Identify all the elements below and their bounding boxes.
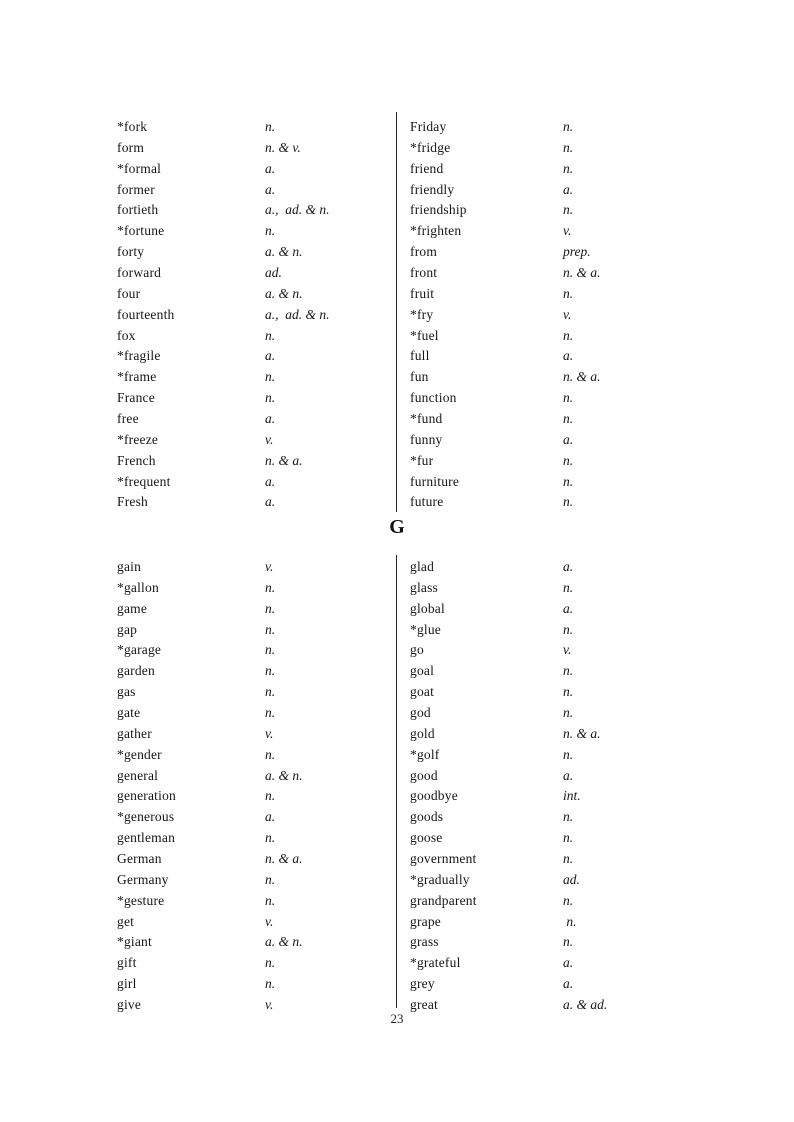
part-of-speech-text: n.: [563, 285, 574, 301]
word-entry-row: [0, 828, 397, 849]
word-entry-row: [0, 870, 397, 891]
word-entry-row: [0, 200, 397, 221]
part-of-speech-text: n.: [563, 473, 574, 489]
word-entry-row: [397, 661, 794, 682]
word-text: *generous: [117, 809, 175, 825]
part-of-speech-text: a.: [265, 809, 276, 825]
word-entry-row: [0, 807, 397, 828]
word-text: future: [410, 494, 444, 510]
part-of-speech-text: n.: [265, 327, 276, 343]
word-entry-row: [0, 578, 397, 599]
word-entry-row: [0, 409, 397, 430]
word-text: front: [410, 265, 438, 281]
part-of-speech-text: a.: [563, 767, 574, 783]
word-text: *fortune: [117, 223, 165, 239]
word-text: gap: [117, 621, 138, 637]
part-of-speech-text: a.: [563, 348, 574, 364]
part-of-speech-text: v.: [265, 913, 274, 929]
word-entry-row: [0, 451, 397, 472]
word-entry-row: [0, 745, 397, 766]
part-of-speech-text: a.: [265, 181, 276, 197]
part-of-speech-text: n.: [265, 830, 276, 846]
section-g-heading: G: [389, 516, 405, 538]
word-entry-row: [397, 599, 794, 620]
word-entry-row: [0, 430, 397, 451]
word-text: fruit: [410, 285, 435, 301]
word-text: fun: [410, 369, 429, 385]
word-text: form: [117, 139, 145, 155]
word-entry-row: [0, 221, 397, 242]
part-of-speech-text: n. & v.: [265, 139, 301, 155]
word-text: gas: [117, 684, 136, 700]
part-of-speech-text: a. & ad.: [563, 997, 608, 1013]
word-text: four: [117, 285, 141, 301]
word-text: *frighten: [410, 223, 462, 239]
word-entry-row: [0, 263, 397, 284]
part-of-speech-text: n.: [265, 976, 276, 992]
part-of-speech-text: n.: [265, 369, 276, 385]
word-text: Fresh: [117, 494, 148, 510]
word-entry-row: [397, 346, 794, 367]
word-entry-row: [0, 932, 397, 953]
word-entry-row: [0, 912, 397, 933]
word-entry-row: [397, 953, 794, 974]
word-entry-row: [0, 724, 397, 745]
word-entry-row: [397, 912, 794, 933]
part-of-speech-text: n.: [563, 327, 574, 343]
word-entry-row: [0, 974, 397, 995]
part-of-speech-text: a., ad. & n.: [265, 202, 330, 218]
part-of-speech-text: n. & a.: [265, 452, 303, 468]
word-entry-row: [0, 180, 397, 201]
part-of-speech-text: a.: [563, 955, 574, 971]
word-text: full: [410, 348, 430, 364]
word-entry-row: [397, 430, 794, 451]
part-of-speech-text: n.: [563, 809, 574, 825]
part-of-speech-text: n.: [265, 579, 276, 595]
word-text: gentleman: [117, 830, 176, 846]
word-entry-row: [397, 724, 794, 745]
part-of-speech-text: a.: [563, 431, 574, 447]
word-entry-row: [397, 305, 794, 326]
word-text: furniture: [410, 473, 460, 489]
word-entry-row: [0, 682, 397, 703]
word-entry-row: [0, 326, 397, 347]
word-text: gain: [117, 559, 142, 574]
word-text: *gradually: [410, 871, 470, 887]
word-text: garden: [117, 663, 155, 679]
part-of-speech-text: v.: [265, 997, 274, 1013]
word-entry-row: [397, 640, 794, 661]
word-text: funny: [410, 431, 443, 447]
word-text: *grateful: [410, 955, 461, 971]
word-text: *fuel: [410, 327, 439, 343]
word-entry-row: [0, 786, 397, 807]
word-entry-row: [397, 242, 794, 263]
word-entry-row: [397, 326, 794, 347]
part-of-speech-text: v.: [265, 725, 274, 741]
word-text: *fork: [117, 119, 148, 134]
part-of-speech-text: n.: [265, 955, 276, 971]
part-of-speech-text: a.: [563, 559, 574, 574]
word-text: government: [410, 851, 477, 867]
word-entry-row: [397, 620, 794, 641]
word-text: go: [410, 642, 424, 658]
word-text: glass: [410, 579, 438, 595]
word-text: fortieth: [117, 202, 159, 218]
word-entry-row: [397, 578, 794, 599]
word-entry-row: [0, 242, 397, 263]
part-of-speech-text: n.: [265, 746, 276, 762]
word-entry-row: [397, 263, 794, 284]
word-text: goods: [410, 809, 444, 825]
word-text: *gallon: [117, 579, 159, 595]
word-text: gate: [117, 705, 141, 721]
part-of-speech-text: n.: [265, 119, 276, 134]
part-of-speech-text: n.: [563, 579, 574, 595]
word-text: goose: [410, 830, 443, 846]
part-of-speech-text: a.: [563, 600, 574, 616]
word-text: goat: [410, 684, 435, 700]
word-entry-row: [0, 766, 397, 787]
word-entry-row: [0, 284, 397, 305]
word-text: grandparent: [410, 892, 477, 908]
word-text: *frame: [117, 369, 157, 385]
word-text: great: [410, 997, 438, 1013]
word-entry-row: [397, 849, 794, 870]
word-text: *frequent: [117, 473, 171, 489]
part-of-speech-text: n.: [563, 621, 574, 637]
word-text: gold: [410, 725, 435, 741]
part-of-speech-text: n.: [265, 871, 276, 887]
word-text: *golf: [410, 746, 440, 762]
word-text: good: [410, 767, 438, 783]
word-entry-row: [397, 451, 794, 472]
word-text: goodbye: [410, 788, 458, 804]
part-of-speech-text: a.: [265, 473, 276, 489]
word-text: Germany: [117, 871, 169, 887]
part-of-speech-text: a.: [563, 976, 574, 992]
word-text: global: [410, 600, 445, 616]
word-text: give: [117, 997, 142, 1013]
word-text: *gender: [117, 746, 162, 762]
page-number: 23: [390, 1011, 404, 1026]
word-entry-row: [397, 828, 794, 849]
part-of-speech-text: n.: [563, 746, 574, 762]
word-text: generation: [117, 788, 176, 804]
word-text: general: [117, 767, 159, 783]
word-entry-row: [397, 138, 794, 159]
word-entry-row: [397, 932, 794, 953]
word-entry-row: [397, 682, 794, 703]
word-text: Friday: [410, 119, 447, 134]
word-entry-row: [397, 388, 794, 409]
part-of-speech-text: v.: [563, 223, 572, 239]
part-of-speech-text: a. & n.: [265, 934, 303, 950]
part-of-speech-text: n.: [265, 390, 276, 406]
part-of-speech-text: n.: [563, 663, 574, 679]
part-of-speech-text: v.: [265, 431, 274, 447]
word-text: function: [410, 390, 457, 406]
word-text: *freeze: [117, 431, 159, 447]
word-entry-row: [0, 640, 397, 661]
word-text: friendly: [410, 181, 455, 197]
part-of-speech-text: n.: [563, 913, 577, 929]
word-text: *fund: [410, 411, 443, 427]
part-of-speech-text: n.: [265, 642, 276, 658]
part-of-speech-text: n.: [563, 851, 574, 867]
word-text: get: [117, 913, 135, 929]
part-of-speech-text: a.: [265, 160, 276, 176]
word-entry-row: [0, 620, 397, 641]
word-entry-row: [0, 661, 397, 682]
word-text: friend: [410, 160, 444, 176]
word-entry-row: [397, 200, 794, 221]
part-of-speech-text: n.: [563, 119, 574, 134]
word-entry-row: [397, 786, 794, 807]
word-entry-row: [397, 557, 794, 578]
part-of-speech-text: n.: [563, 934, 574, 950]
part-of-speech-text: ad.: [563, 871, 580, 887]
word-entry-row: [0, 557, 397, 578]
part-of-speech-text: n.: [563, 139, 574, 155]
word-entry-row: [397, 891, 794, 912]
word-text: fourteenth: [117, 306, 175, 322]
word-entry-row: [397, 367, 794, 388]
word-entry-row: [397, 703, 794, 724]
word-entry-row: [397, 974, 794, 995]
word-text: girl: [117, 976, 137, 992]
part-of-speech-text: n.: [563, 452, 574, 468]
word-text: *fur: [410, 452, 434, 468]
word-entry-row: [0, 159, 397, 180]
part-of-speech-text: n.: [563, 390, 574, 406]
part-of-speech-text: v.: [563, 642, 572, 658]
word-text: France: [117, 390, 155, 406]
word-text: forty: [117, 244, 145, 260]
word-text: *gesture: [117, 892, 165, 908]
part-of-speech-text: ad.: [265, 265, 282, 281]
part-of-speech-text: n.: [265, 600, 276, 616]
word-entry-row: [0, 849, 397, 870]
word-entry-row: [0, 388, 397, 409]
part-of-speech-text: v.: [563, 306, 572, 322]
part-of-speech-text: v.: [265, 559, 274, 574]
part-of-speech-text: n. & a.: [265, 851, 303, 867]
word-text: former: [117, 181, 155, 197]
part-of-speech-text: n. & a.: [563, 369, 601, 385]
word-entry-row: [397, 117, 794, 138]
word-text: grape: [410, 913, 441, 929]
word-text: grass: [410, 934, 439, 950]
word-entry-row: [397, 221, 794, 242]
word-entry-row: [397, 284, 794, 305]
word-entry-row: [0, 346, 397, 367]
word-text: *formal: [117, 160, 162, 176]
part-of-speech-text: n.: [563, 684, 574, 700]
word-entry-row: [397, 159, 794, 180]
word-entry-row: [0, 305, 397, 326]
word-entry-row: [0, 117, 397, 138]
word-entry-row: [397, 472, 794, 493]
word-text: free: [117, 411, 139, 427]
part-of-speech-text: n.: [563, 892, 574, 908]
word-text: glad: [410, 559, 435, 574]
word-text: *giant: [117, 934, 152, 950]
part-of-speech-text: a., ad. & n.: [265, 306, 330, 322]
word-text: *garage: [117, 642, 162, 658]
part-of-speech-text: n.: [563, 830, 574, 846]
word-text: fox: [117, 327, 136, 343]
word-text: forward: [117, 265, 162, 281]
part-of-speech-text: a. & n.: [265, 285, 303, 301]
part-of-speech-text: n.: [265, 223, 276, 239]
word-text: game: [117, 600, 148, 616]
word-text: god: [410, 705, 431, 721]
part-of-speech-text: n.: [563, 494, 574, 510]
part-of-speech-text: n.: [265, 621, 276, 637]
word-entry-row: [397, 870, 794, 891]
part-of-speech-text: a.: [265, 348, 276, 364]
word-text: from: [410, 244, 438, 260]
word-entry-row: [0, 138, 397, 159]
word-text: *fridge: [410, 139, 451, 155]
part-of-speech-text: n.: [265, 705, 276, 721]
word-text: *glue: [410, 621, 441, 637]
word-entry-row: [397, 807, 794, 828]
word-entry-row: [0, 599, 397, 620]
part-of-speech-text: a. & n.: [265, 244, 303, 260]
part-of-speech-text: n.: [265, 788, 276, 804]
part-of-speech-text: a.: [563, 181, 574, 197]
part-of-speech-text: n. & a.: [563, 725, 601, 741]
word-entry-row: [397, 180, 794, 201]
word-entry-row: [0, 367, 397, 388]
word-text: *fragile: [117, 348, 161, 364]
part-of-speech-text: a.: [265, 494, 276, 510]
word-entry-row: [0, 891, 397, 912]
part-of-speech-text: n. & a.: [563, 265, 601, 281]
word-text: gift: [117, 955, 137, 971]
word-entry-row: [0, 953, 397, 974]
part-of-speech-text: n.: [563, 411, 574, 427]
part-of-speech-text: prep.: [563, 244, 591, 260]
word-entry-row: [0, 703, 397, 724]
part-of-speech-text: a.: [265, 411, 276, 427]
word-text: friendship: [410, 202, 467, 218]
word-entry-row: [397, 409, 794, 430]
part-of-speech-text: a. & n.: [265, 767, 303, 783]
word-entry-row: [0, 472, 397, 493]
part-of-speech-text: n.: [265, 684, 276, 700]
part-of-speech-text: n.: [265, 663, 276, 679]
part-of-speech-text: n.: [563, 160, 574, 176]
part-of-speech-text: n.: [563, 202, 574, 218]
word-text: grey: [410, 976, 435, 992]
word-entry-row: [397, 766, 794, 787]
part-of-speech-text: n.: [265, 892, 276, 908]
word-text: *fry: [410, 306, 434, 322]
word-text: goal: [410, 663, 435, 679]
word-text: French: [117, 452, 156, 468]
word-entry-row: [0, 492, 397, 513]
word-text: gather: [117, 725, 152, 741]
word-entry-row: [397, 745, 794, 766]
word-entry-row: [397, 492, 794, 513]
word-text: German: [117, 851, 162, 867]
part-of-speech-text: int.: [563, 788, 581, 804]
part-of-speech-text: n.: [563, 705, 574, 721]
